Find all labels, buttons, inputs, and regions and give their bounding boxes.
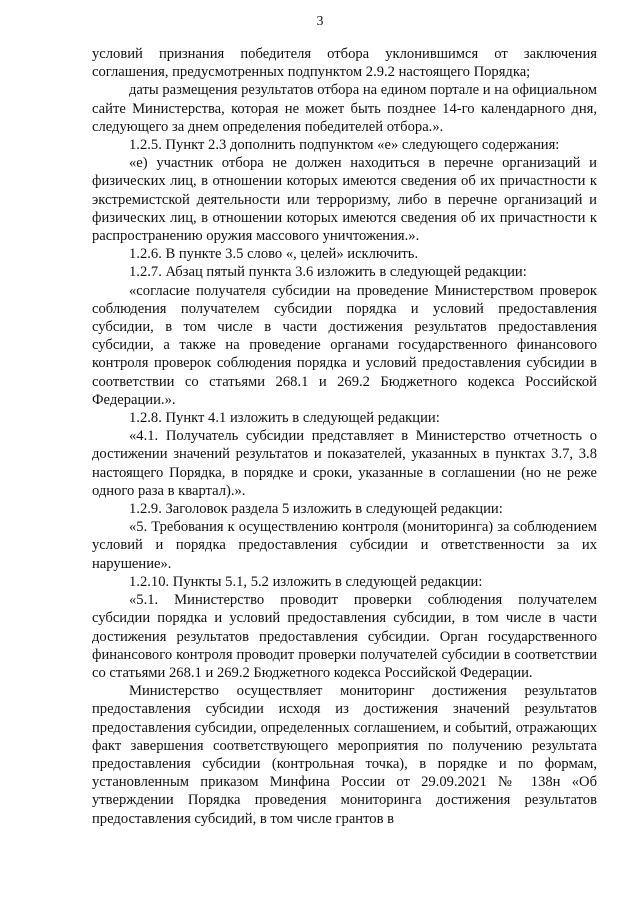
- paragraph-amendment-1-2-6: 1.2.6. В пункте 3.5 слово «, целей» исключить.: [129, 246, 419, 263]
- paragraph-continuation: условий признания победителя отбора уклонившимся от заключения соглашения, предусмотренных подпунктом 2.9.2 настоящего Порядка;: [92, 46, 597, 81]
- paragraph-results-publication-date: даты размещения результатов отбора на едином портале и на официальном сайте Министерства, которая не может быть позднее 14-го календарного дня, следующего за днем определения победителей отбора.».: [92, 82, 597, 135]
- paragraph-point-5-1: «5.1. Министерство проводит проверки соблюдения получателем субсидии порядка и условий предоставления субсидии, в том числе в части достижения результатов предоставления субсидии. Орган государственного финансового контроля проводит проверки получателей субсидии в соответствии со статьями 268.1 и 269.2 Бюджетного кодекса Российской Федерации.: [92, 592, 597, 681]
- paragraph-amendment-1-2-10: 1.2.10. Пункты 5.1, 5.2 изложить в следующей редакции:: [129, 573, 483, 590]
- paragraph-amendment-1-2-9: 1.2.9. Заголовок раздела 5 изложить в следующей редакции:: [129, 501, 503, 518]
- paragraph-subpoint-e: «е) участник отбора не должен находиться в перечне организаций и физических лиц, в отношении которых имеются сведения об их причастности к экстремистской деятельности или терроризму, либо в перечне организаций и физических лиц, в отношении которых имеются сведения об их причастности к распространению оружия массового уничтожения.».: [92, 155, 597, 245]
- paragraph-amendment-1-2-7: 1.2.7. Абзац пятый пункта 3.6 изложить в следующей редакции:: [129, 264, 527, 281]
- paragraph-amendment-1-2-8: 1.2.8. Пункт 4.1 изложить в следующей редакции:: [129, 410, 440, 427]
- paragraph-consent-text: «согласие получателя субсидии на проведение Министерством проверок соблюдения получателем субсидии порядка и условий предоставления субсидии, в том числе в части достижения результатов предоставления субсидии, а также на проведение органами государственного финансового контроля проверок соблюдения порядка и условий предоставления субсидии в соответствии со статьями 268.1 и 269.2 Бюджетного кодекса Российской Федерации.».: [92, 282, 597, 408]
- page-number: 3: [316, 14, 324, 29]
- paragraph-monitoring: Министерство осуществляет мониторинг достижения результатов предоставления субсидии исходя из достижения значений результатов предоставления субсидии, определенных соглашением, и событий, отражающих факт завершения соответствующего мероприятия по получению результата предоставления субсидии (контрольная точка), в порядке и по формам, установленным приказом Минфина России от 29.09.2021 № 138н «Об утверждении Порядка проведения мониторинга достижения результатов предоставления субсидий, в том числе грантов в: [92, 683, 597, 827]
- paragraph-point-4-1: «4.1. Получатель субсидии представляет в Министерство отчетность о достижении значений результатов и показателей, указанных в пунктах 3.7, 3.8 настоящего Порядка, в порядке и сроки, указанные в соглашении (но не реже одного раза в квартал).».: [92, 428, 597, 499]
- paragraph-section-5-title: «5. Требования к осуществлению контроля (мониторинга) за соблюдением условий и порядка предоставления субсидии и ответственности за их нарушение».: [92, 519, 597, 572]
- document-body: [92, 45, 597, 828]
- paragraph-amendment-1-2-5: 1.2.5. Пункт 2.3 дополнить подпунктом «е» следующего содержания:: [129, 137, 560, 154]
